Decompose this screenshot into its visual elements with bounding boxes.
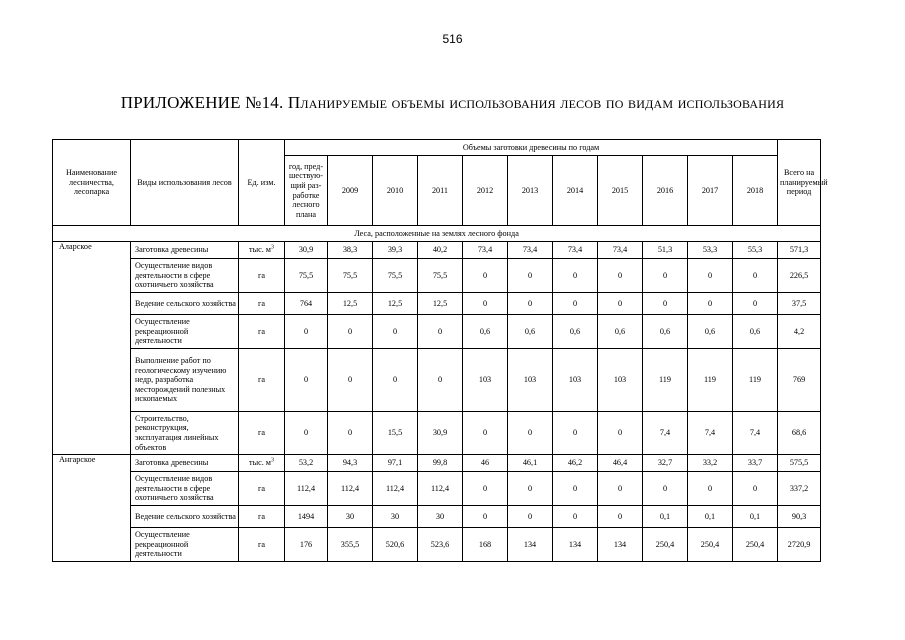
- unit-superscript: 3: [271, 457, 274, 464]
- value-cell: 0: [553, 293, 598, 315]
- value-cell: 7,4: [688, 412, 733, 455]
- value-cell: 0: [688, 472, 733, 506]
- value-cell: 0,1: [733, 506, 778, 528]
- value-cell: 4,2: [778, 315, 821, 349]
- forestry-name: Ангарское: [53, 455, 131, 562]
- value-cell: 134: [598, 528, 643, 562]
- table-row: [53, 293, 821, 315]
- value-cell: 0: [463, 472, 508, 506]
- value-cell: 0: [733, 259, 778, 293]
- table-row: [53, 506, 821, 528]
- use-kind: Осуществление видов деятельности в сфере охотничьего хозяйства: [131, 472, 239, 506]
- value-cell: 168: [463, 528, 508, 562]
- unit-label: га: [258, 326, 265, 336]
- value-cell: 1494: [285, 506, 328, 528]
- value-cell: 119: [643, 349, 688, 412]
- value-cell: 0: [508, 472, 553, 506]
- value-cell: 134: [508, 528, 553, 562]
- value-cell: 53,2: [285, 455, 328, 472]
- use-kind: Осуществление видов деятельности в сфере охотничьего хозяйства: [131, 259, 239, 293]
- unit-cell: [239, 259, 285, 293]
- value-cell: 0: [418, 315, 463, 349]
- value-cell: 15,5: [373, 412, 418, 455]
- value-cell: 30,9: [285, 242, 328, 259]
- value-cell: 32,7: [643, 455, 688, 472]
- forestry-name: Аларское: [53, 242, 131, 455]
- value-cell: 0,1: [643, 506, 688, 528]
- value-cell: 103: [463, 349, 508, 412]
- value-cell: 0: [598, 259, 643, 293]
- use-kind: Выполнение работ по геологическому изучению недр, разработка месторождений полезных ископаемых: [131, 349, 239, 412]
- value-cell: 75,5: [373, 259, 418, 293]
- value-cell: 0: [285, 315, 328, 349]
- value-cell: 30: [373, 506, 418, 528]
- value-cell: 73,4: [598, 242, 643, 259]
- table-row: [53, 242, 821, 259]
- value-cell: 75,5: [328, 259, 373, 293]
- use-kind: Заготовка древесины: [131, 455, 239, 472]
- header-kind: Виды использования лесов: [131, 140, 239, 226]
- value-cell: 46,4: [598, 455, 643, 472]
- unit-label: га: [258, 270, 265, 280]
- value-cell: 51,3: [643, 242, 688, 259]
- value-cell: 0: [508, 293, 553, 315]
- value-cell: 30: [328, 506, 373, 528]
- unit-label: га: [258, 428, 265, 438]
- value-cell: 0: [643, 293, 688, 315]
- value-cell: 73,4: [508, 242, 553, 259]
- value-cell: 0: [598, 412, 643, 455]
- forest-use-table: [52, 139, 828, 562]
- value-cell: 99,8: [418, 455, 463, 472]
- value-cell: 0: [328, 315, 373, 349]
- value-cell: 520,6: [373, 528, 418, 562]
- unit-superscript: 3: [271, 244, 274, 251]
- table-row: [53, 528, 821, 562]
- use-kind: Осуществление рекреационной деятельности: [131, 315, 239, 349]
- unit-cell: [239, 242, 285, 259]
- value-cell: 575,5: [778, 455, 821, 472]
- header-year: 2015: [598, 156, 643, 226]
- value-cell: 0: [688, 259, 733, 293]
- unit-label: тыс. м: [249, 245, 271, 255]
- value-cell: 0,6: [463, 315, 508, 349]
- value-cell: 0: [463, 259, 508, 293]
- value-cell: 523,6: [418, 528, 463, 562]
- header-year: 2010: [373, 156, 418, 226]
- value-cell: 112,4: [418, 472, 463, 506]
- value-cell: 0: [285, 412, 328, 455]
- value-cell: 250,4: [643, 528, 688, 562]
- unit-cell: [239, 472, 285, 506]
- value-cell: 0: [598, 472, 643, 506]
- value-cell: 30: [418, 506, 463, 528]
- value-cell: 0,1: [688, 506, 733, 528]
- value-cell: 0: [598, 506, 643, 528]
- value-cell: 176: [285, 528, 328, 562]
- value-cell: 0,6: [598, 315, 643, 349]
- value-cell: 0: [508, 259, 553, 293]
- unit-label: тыс. м: [249, 458, 271, 468]
- unit-cell: [239, 455, 285, 472]
- value-cell: 75,5: [285, 259, 328, 293]
- value-cell: 250,4: [688, 528, 733, 562]
- unit-label: га: [258, 539, 265, 549]
- value-cell: 46: [463, 455, 508, 472]
- value-cell: 337,2: [778, 472, 821, 506]
- header-year: 2009: [328, 156, 373, 226]
- value-cell: 355,5: [328, 528, 373, 562]
- table-row: [53, 455, 821, 472]
- header-year: 2011: [418, 156, 463, 226]
- value-cell: 7,4: [733, 412, 778, 455]
- table-row: [53, 412, 821, 455]
- value-cell: 119: [688, 349, 733, 412]
- value-cell: 0: [373, 315, 418, 349]
- value-cell: 0: [285, 349, 328, 412]
- value-cell: 38,3: [328, 242, 373, 259]
- value-cell: 119: [733, 349, 778, 412]
- title-text: Планируемые объемы использования лесов по видам использования: [287, 93, 785, 112]
- value-cell: 103: [553, 349, 598, 412]
- value-cell: 0,6: [643, 315, 688, 349]
- header-total: Всего на планируемый период: [778, 140, 821, 226]
- value-cell: 103: [508, 349, 553, 412]
- unit-label: га: [258, 375, 265, 385]
- use-kind: Строительство, реконструкция, эксплуатация линейных объектов: [131, 412, 239, 455]
- table-row: [53, 472, 821, 506]
- value-cell: 0: [553, 259, 598, 293]
- value-cell: 0,6: [508, 315, 553, 349]
- page-number: 516: [442, 32, 463, 46]
- value-cell: 0: [643, 259, 688, 293]
- value-cell: 250,4: [733, 528, 778, 562]
- header-prev-year: год, пред-шествую-щий раз-работке лесного плана: [285, 156, 328, 226]
- unit-label: га: [258, 511, 265, 521]
- value-cell: 0: [463, 412, 508, 455]
- value-cell: 33,2: [688, 455, 733, 472]
- table-row: [53, 259, 821, 293]
- value-cell: 12,5: [328, 293, 373, 315]
- header-years-group: Объемы заготовки древесины по годам: [285, 140, 778, 156]
- value-cell: 2720,9: [778, 528, 821, 562]
- unit-cell: [239, 506, 285, 528]
- value-cell: 90,3: [778, 506, 821, 528]
- value-cell: 94,3: [328, 455, 373, 472]
- value-cell: 112,4: [373, 472, 418, 506]
- unit-cell: [239, 349, 285, 412]
- value-cell: 0: [733, 293, 778, 315]
- use-kind: Ведение сельского хозяйства: [131, 293, 239, 315]
- value-cell: 37,5: [778, 293, 821, 315]
- value-cell: 0: [688, 293, 733, 315]
- value-cell: 73,4: [553, 242, 598, 259]
- unit-cell: [239, 412, 285, 455]
- value-cell: 571,3: [778, 242, 821, 259]
- value-cell: 0: [553, 506, 598, 528]
- section-label: Леса, расположенные на землях лесного фонда: [53, 226, 821, 242]
- value-cell: 75,5: [418, 259, 463, 293]
- header-year: 2012: [463, 156, 508, 226]
- header-year: 2016: [643, 156, 688, 226]
- value-cell: 0: [553, 472, 598, 506]
- title-prefix: ПРИЛОЖЕНИЕ №14.: [120, 93, 288, 112]
- value-cell: 0: [463, 293, 508, 315]
- value-cell: 12,5: [418, 293, 463, 315]
- value-cell: 68,6: [778, 412, 821, 455]
- header-year: 2014: [553, 156, 598, 226]
- value-cell: 134: [553, 528, 598, 562]
- value-cell: 0,6: [553, 315, 598, 349]
- value-cell: 7,4: [643, 412, 688, 455]
- value-cell: 0: [598, 293, 643, 315]
- unit-cell: [239, 528, 285, 562]
- value-cell: 764: [285, 293, 328, 315]
- value-cell: 30,9: [418, 412, 463, 455]
- value-cell: 0: [733, 472, 778, 506]
- use-kind: Ведение сельского хозяйства: [131, 506, 239, 528]
- value-cell: 112,4: [328, 472, 373, 506]
- unit-cell: [239, 293, 285, 315]
- value-cell: 12,5: [373, 293, 418, 315]
- value-cell: 40,2: [418, 242, 463, 259]
- value-cell: 0: [328, 349, 373, 412]
- value-cell: 39,3: [373, 242, 418, 259]
- value-cell: 97,1: [373, 455, 418, 472]
- header-year: 2013: [508, 156, 553, 226]
- value-cell: 53,3: [688, 242, 733, 259]
- value-cell: 0: [418, 349, 463, 412]
- value-cell: 46,1: [508, 455, 553, 472]
- value-cell: 0: [553, 412, 598, 455]
- value-cell: 0: [373, 349, 418, 412]
- header-unit: Ед. изм.: [239, 140, 285, 226]
- value-cell: 0: [508, 412, 553, 455]
- table-row: [53, 315, 821, 349]
- value-cell: 0,6: [688, 315, 733, 349]
- table-row: [53, 349, 821, 412]
- value-cell: 0: [328, 412, 373, 455]
- value-cell: 73,4: [463, 242, 508, 259]
- header-forestry: Наименование лесничества, лесопарка: [53, 140, 131, 226]
- use-kind: Заготовка древесины: [131, 242, 239, 259]
- use-kind: Осуществление рекреационной деятельности: [131, 528, 239, 562]
- value-cell: 55,3: [733, 242, 778, 259]
- unit-label: га: [258, 483, 265, 493]
- header-year: 2018: [733, 156, 778, 226]
- unit-cell: [239, 315, 285, 349]
- page-title: [60, 92, 845, 113]
- value-cell: 112,4: [285, 472, 328, 506]
- unit-label: га: [258, 298, 265, 308]
- value-cell: 46,2: [553, 455, 598, 472]
- value-cell: 0: [463, 506, 508, 528]
- value-cell: 0: [508, 506, 553, 528]
- value-cell: 103: [598, 349, 643, 412]
- value-cell: 0: [643, 472, 688, 506]
- value-cell: 769: [778, 349, 821, 412]
- value-cell: 226,5: [778, 259, 821, 293]
- value-cell: 33,7: [733, 455, 778, 472]
- header-year: 2017: [688, 156, 733, 226]
- value-cell: 0,6: [733, 315, 778, 349]
